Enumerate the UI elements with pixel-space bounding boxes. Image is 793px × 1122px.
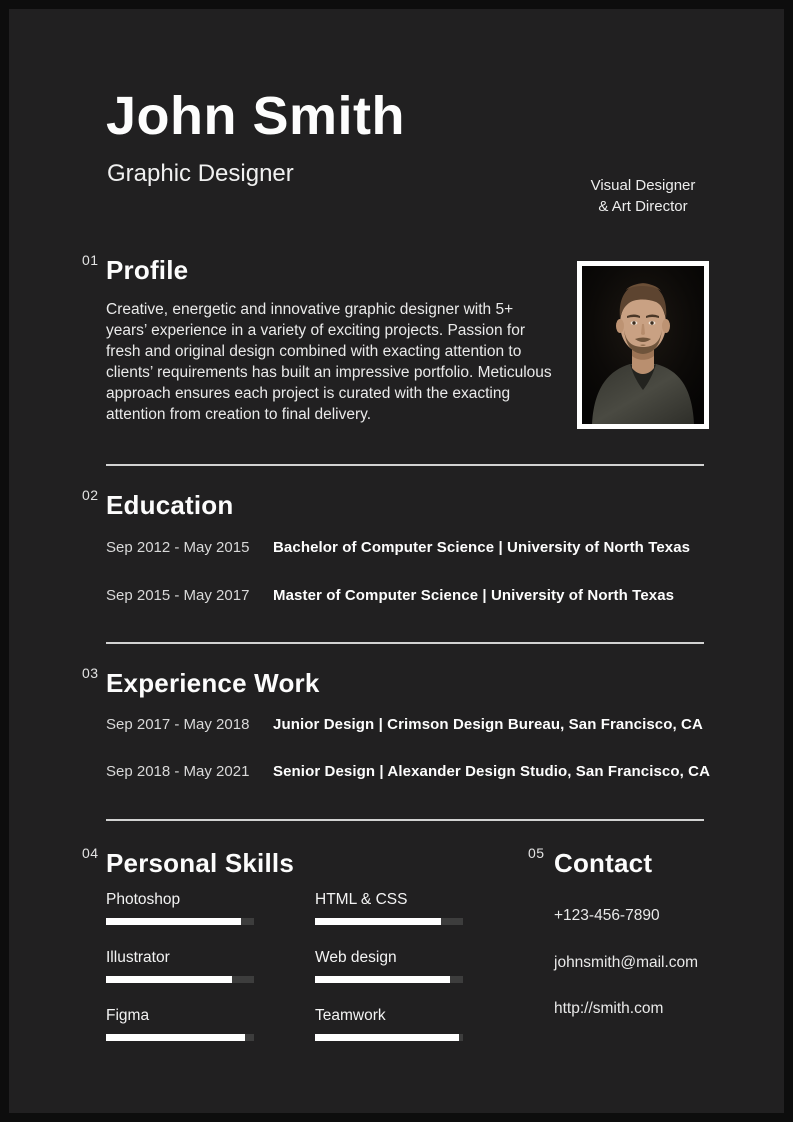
section-divider — [106, 819, 704, 821]
education-row — [106, 587, 746, 604]
tagline-line-1: Visual Designer — [590, 177, 696, 194]
skill-label: HTML & CSS — [315, 891, 408, 908]
skill-bar-fill — [106, 976, 232, 983]
section-heading-experience: Experience Work — [106, 668, 320, 698]
contact-list — [554, 907, 698, 1047]
section-number-experience: 03 — [82, 665, 99, 681]
contact-email: johnsmith@mail.com — [554, 953, 699, 971]
skill-bar-fill — [315, 918, 441, 925]
skill-label: Illustrator — [106, 949, 170, 966]
tagline-line-2: & Art Director — [598, 198, 688, 215]
skill-bar-fill — [315, 976, 450, 983]
skill-item — [106, 949, 254, 983]
skill-bar-fill — [315, 1034, 459, 1041]
section-heading-contact: Contact — [554, 848, 653, 878]
experience-row — [106, 716, 746, 733]
skill-label: Teamwork — [315, 1007, 386, 1024]
skill-bar — [106, 976, 254, 983]
skill-bar-fill — [106, 1034, 245, 1041]
section-number-profile: 01 — [82, 252, 99, 268]
skill-label: Web design — [315, 949, 397, 966]
education-dates: Sep 2012 - May 2015 — [106, 539, 250, 556]
skill-item — [315, 891, 463, 925]
skill-bar-fill — [106, 918, 241, 925]
experience-description: Senior Design | Alexander Design Studio, San Francisco, CA — [273, 763, 711, 780]
skill-bar — [106, 918, 254, 925]
skill-item — [315, 949, 463, 983]
education-description: Bachelor of Computer Science | University of North Texas — [273, 539, 691, 556]
section-divider — [106, 464, 704, 466]
section-number-skills: 04 — [82, 845, 99, 861]
skill-bar — [106, 1034, 254, 1041]
skill-item — [315, 1007, 463, 1041]
section-heading-skills: Personal Skills — [106, 848, 294, 878]
tagline — [562, 175, 724, 217]
skills-grid — [106, 891, 466, 1041]
section-heading-profile: Profile — [106, 255, 189, 285]
portrait-photo-illustration — [582, 266, 704, 424]
skill-bar — [315, 918, 463, 925]
education-row — [106, 539, 746, 556]
experience-description: Junior Design | Crimson Design Bureau, San Francisco, CA — [273, 716, 703, 733]
skill-bar — [315, 976, 463, 983]
skill-label: Photoshop — [106, 891, 181, 908]
section-number-contact: 05 — [528, 845, 545, 861]
skill-bar — [315, 1034, 463, 1041]
portrait-photo — [577, 261, 709, 429]
person-name: John Smith — [106, 86, 405, 146]
skill-item — [106, 891, 254, 925]
skill-item — [106, 1007, 254, 1041]
contact-phone: +123-456-7890 — [554, 907, 660, 924]
contact-website: http://smith.com — [554, 1000, 664, 1017]
education-dates: Sep 2015 - May 2017 — [106, 587, 250, 604]
education-description: Master of Computer Science | University of North Texas — [273, 587, 675, 604]
skill-label: Figma — [106, 1007, 150, 1024]
section-number-education: 02 — [82, 487, 99, 503]
job-title: Graphic Designer — [107, 160, 294, 187]
experience-dates: Sep 2018 - May 2021 — [106, 763, 250, 780]
section-heading-education: Education — [106, 490, 234, 520]
profile-text: Creative, energetic and innovative graphic designer with 5+ years’ experience in a variety of exciting projects. Passion for fresh and original design combined with exacting attention to clients’ requirements has built an impressive portfolio. Meticulous approach ensures each project is curated with the exacting attention from creation to final delivery. — [106, 301, 552, 423]
section-divider — [106, 642, 704, 644]
experience-row — [106, 763, 746, 780]
experience-dates: Sep 2017 - May 2018 — [106, 716, 250, 733]
